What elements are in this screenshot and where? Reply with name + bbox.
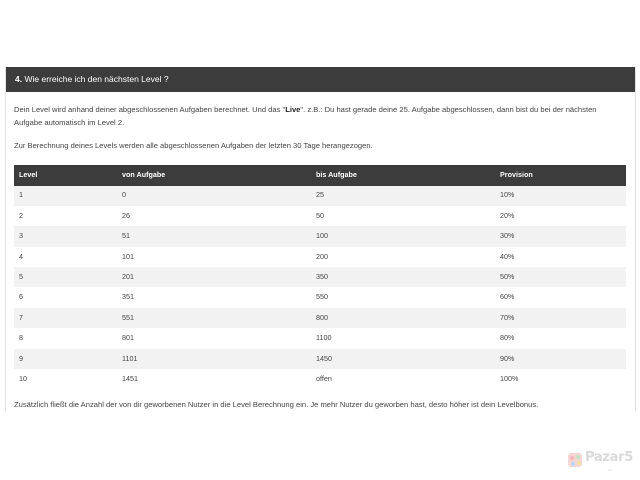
watermark: [565, 446, 633, 474]
cell-commission: 10%: [500, 190, 515, 200]
intro-highlight: Live: [285, 105, 301, 114]
cell-to: 50: [316, 210, 324, 220]
cell-to: 1450: [316, 353, 332, 363]
faq-panel: [5, 67, 636, 411]
table-row: [14, 328, 626, 348]
cell-from: 551: [122, 312, 134, 322]
footer-note: Zusätzlich fließt die Anzahl der von dir geworbenen Nutzer in die Level Berechnung ein. Je mehr Nutzer du geworben hast, desto höher ist dein Levelbonus.: [14, 400, 539, 410]
cell-to: 25: [316, 190, 324, 200]
cell-from: 26: [122, 210, 130, 220]
cell-commission: 70%: [500, 312, 515, 322]
cell-commission: 50%: [500, 272, 515, 281]
cell-commission: 20%: [500, 210, 515, 220]
cell-commission: 90%: [500, 353, 515, 363]
cell-commission: 80%: [500, 333, 515, 343]
header-from-task: von Aufgabe: [122, 169, 166, 179]
cell-level: 7: [19, 312, 23, 322]
pazar5-logo-icon: [565, 450, 587, 472]
cell-to: 550: [316, 292, 328, 302]
cell-from: 1451: [122, 373, 138, 383]
section-header: [6, 67, 635, 92]
table-row: [14, 247, 626, 267]
table-row: [14, 206, 626, 226]
section-title: Wie erreiche ich den nächsten Level ?: [24, 74, 169, 84]
intro-text-before: Dein Level wird anhand deiner abgeschlossenen Aufgaben berechnet. Und das ": [14, 105, 286, 114]
cell-level: 1: [19, 190, 23, 200]
watermark-text: Pazar5: [585, 450, 633, 465]
cell-commission: 60%: [500, 292, 515, 302]
cell-to: 350: [316, 272, 328, 281]
levels-table: [14, 165, 626, 390]
watermark-suffix: .az: [607, 467, 613, 472]
cell-from: 0: [122, 190, 126, 200]
cell-level: 6: [19, 292, 23, 302]
cell-to: 200: [316, 251, 328, 261]
cell-level: 9: [19, 353, 23, 363]
table-row: [14, 267, 626, 287]
cell-to: 800: [316, 312, 328, 322]
header-to-task: bis Aufgabe: [316, 169, 357, 179]
table-row: [14, 349, 626, 369]
cell-level: 2: [19, 210, 23, 220]
section-number: 4.: [15, 74, 23, 84]
cell-from: 51: [122, 231, 130, 241]
cell-to: 100: [316, 231, 328, 241]
table-row: [14, 226, 626, 246]
calc-note: Zur Berechnung deines Levels werden alle abgeschlossenen Aufgaben der letzten 30 Tage herangezogen.: [14, 141, 373, 150]
cell-level: 10: [19, 373, 27, 383]
cell-to: offen: [316, 373, 332, 383]
cell-level: 5: [19, 272, 23, 281]
cell-from: 1101: [122, 353, 138, 363]
header-commission: Provision: [500, 169, 533, 179]
section-body: [6, 92, 635, 412]
header-level: Level: [19, 169, 38, 179]
cell-level: 3: [19, 231, 23, 241]
table-row: [14, 287, 626, 307]
cell-commission: 100%: [500, 373, 519, 383]
cell-to: 1100: [316, 333, 332, 343]
cell-level: 4: [19, 251, 23, 261]
cell-from: 101: [122, 251, 134, 261]
table-row: [14, 186, 626, 206]
cell-from: 201: [122, 272, 134, 281]
table-row: [14, 369, 626, 389]
intro-paragraph: [14, 104, 626, 129]
cell-commission: 30%: [500, 231, 515, 241]
cell-from: 351: [122, 292, 134, 302]
table-header-row: [14, 165, 626, 186]
cell-from: 801: [122, 333, 134, 343]
table-row: [14, 308, 626, 328]
cell-commission: 40%: [500, 251, 515, 261]
intro-text-after: ". z.B.: Du hast gerade deine 25. Aufgabe abgeschlossen, dann bist du bei der nächsten Aufgabe automatisch im Level 2.: [14, 105, 597, 127]
cell-level: 8: [19, 333, 23, 343]
